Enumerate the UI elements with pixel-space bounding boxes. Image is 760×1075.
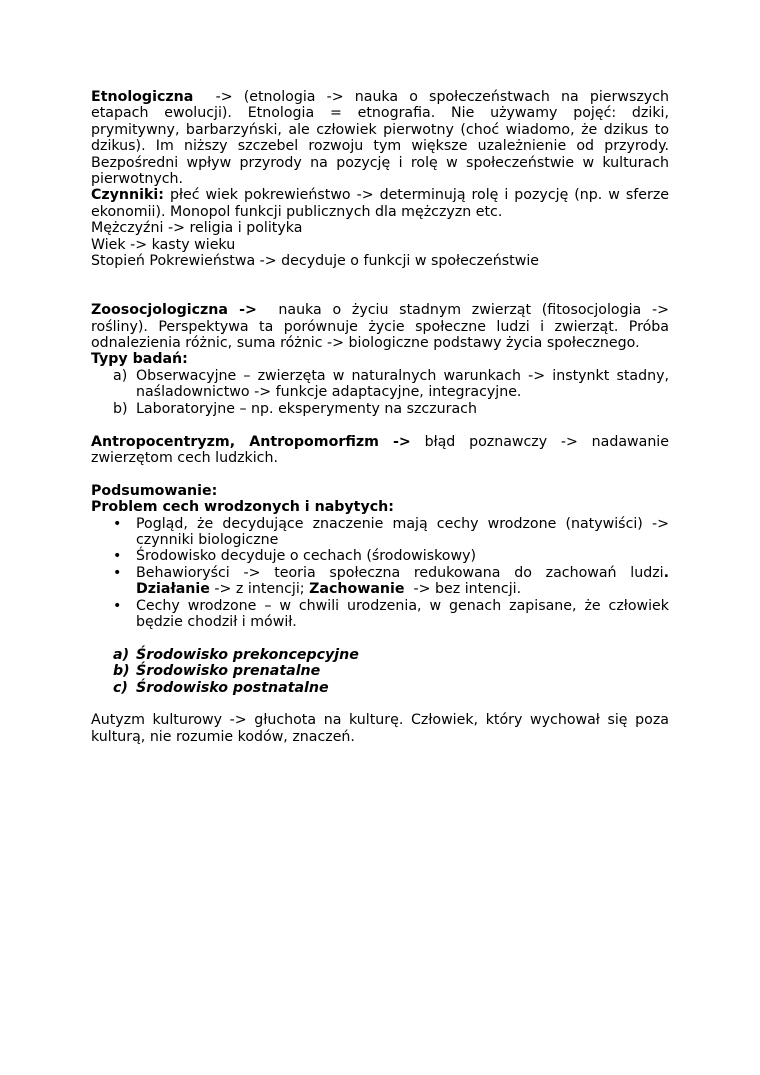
bullet-text: Behawioryści -> teoria społeczna redukowana do zachowań ludzi (136, 564, 664, 581)
czynniki-paragraph (91, 187, 669, 220)
zoosocjologiczna-heading: Zoosocjologiczna -> (91, 302, 257, 319)
zachowanie-term: Zachowanie (309, 581, 405, 598)
list-marker: c) (113, 679, 128, 696)
etnologiczna-line: Wiek -> kasty wieku (91, 236, 236, 253)
bullet-icon: • (113, 564, 122, 581)
spacer (91, 417, 669, 433)
etnologiczna-text: -> (etnologia -> nauka o społeczeństwach na pierwszych etapach ewolucji). Etnologia = etnografia. Nie używamy pojęć: dziki, prymitywny, barbarzyński, ale człowiek pierwotny (choć wiadomo, że dzikus to dzikus). Im niższy szczebel rozwoju tym większe uzależnienie od przyrody. Bezpośredni wpływ przyrody na pozycję i rolę w społeczeństwie w kulturach pierwotnych. (91, 89, 674, 188)
zoosocjologiczna-text: nauka o życiu stadnym zwierząt (fitosocjologia -> rośliny). Perspektywa ta porównuje życie społeczne ludzi i zwierząt. Próba odnalezienia różnic, suma różnic -> biologiczne podstawy życia społecznego. (91, 302, 674, 352)
spacer (91, 696, 669, 712)
autyzm-paragraph: Autyzm kulturowy -> głuchota na kulturę. Człowiek, który wychował się poza kulturą, nie rozumie kodów, znaczeń. (91, 712, 669, 745)
spacer (91, 269, 669, 302)
list-item-text: Środowisko prenatalne (136, 663, 321, 680)
bullet-text: -> bez intencji. (404, 581, 522, 598)
dzialanie-term: Działanie (136, 581, 210, 598)
list-item (91, 401, 669, 417)
bullet-text: Środowisko decyduje o cechach (środowiskowy) (136, 548, 477, 565)
etnologiczna-heading: Etnologiczna (91, 89, 194, 105)
etnologiczna-line: Stopień Pokrewieństwa -> decyduje o funkcji w społeczeństwie (91, 253, 540, 270)
list-marker: a) (113, 367, 128, 384)
bullet-period: . (663, 564, 669, 581)
bullet-item (91, 516, 669, 549)
list-item (91, 647, 669, 663)
bullet-text: -> z intencji; (209, 581, 310, 598)
bullet-text: Cechy wrodzone – w chwili urodzenia, w genach zapisane, że człowiek będzie chodził i mówił. (136, 597, 669, 630)
etnologiczna-paragraph (91, 89, 674, 188)
list-item (91, 663, 669, 679)
bullet-text: Pogląd, że decydujące znaczenie mają cechy wrodzone (natywiści) -> czynniki biologiczne (136, 515, 669, 548)
bullet-item (91, 565, 669, 598)
spacer (91, 466, 669, 482)
etnologiczna-line: Mężczyźni -> religia i polityka (91, 220, 303, 237)
antropocentryzm-heading: Antropocentryzm, Antropomorfizm -> (91, 433, 411, 450)
bullet-icon: • (113, 515, 122, 532)
bullet-item (91, 548, 669, 564)
list-item (91, 368, 669, 401)
zoosocjologiczna-paragraph (91, 302, 674, 352)
typy-badan-heading: Typy badań: (91, 351, 188, 368)
podsumowanie-heading: Podsumowanie: (91, 482, 218, 499)
list-marker: a) (113, 646, 130, 663)
czynniki-text: płeć wiek pokrewieństwo -> determinują rolę i pozycję (np. w sferze ekonomii). Monopol funkcji publicznych dla mężczyzn etc. (91, 187, 669, 220)
bullet-icon: • (113, 597, 122, 614)
list-item-text: Obserwacyjne – zwierzęta w naturalnych warunkach -> instynkt stadny, naśladownictwo -> funkcje adaptacyjne, integracyjne. (136, 367, 669, 401)
czynniki-heading: Czynniki: (91, 187, 164, 204)
list-item (91, 680, 669, 696)
list-item-text: Laboratoryjne – np. eksperymenty na szczurach (136, 400, 477, 417)
bullet-item (91, 598, 669, 631)
antropocentryzm-text: błąd poznawczy -> nadawanie zwierzętom cech ludzkich. (91, 433, 669, 466)
list-marker: b) (113, 663, 130, 680)
list-item-text: Środowisko postnatalne (136, 679, 329, 696)
bullet-icon: • (113, 548, 122, 565)
problem-heading: Problem cech wrodzonych i nabytych: (91, 499, 394, 516)
document-page (91, 89, 674, 745)
list-item-text: Środowisko prekoncepcyjne (136, 646, 359, 663)
antropocentryzm-paragraph (91, 434, 669, 467)
spacer (91, 630, 669, 646)
list-marker: b) (113, 400, 128, 417)
